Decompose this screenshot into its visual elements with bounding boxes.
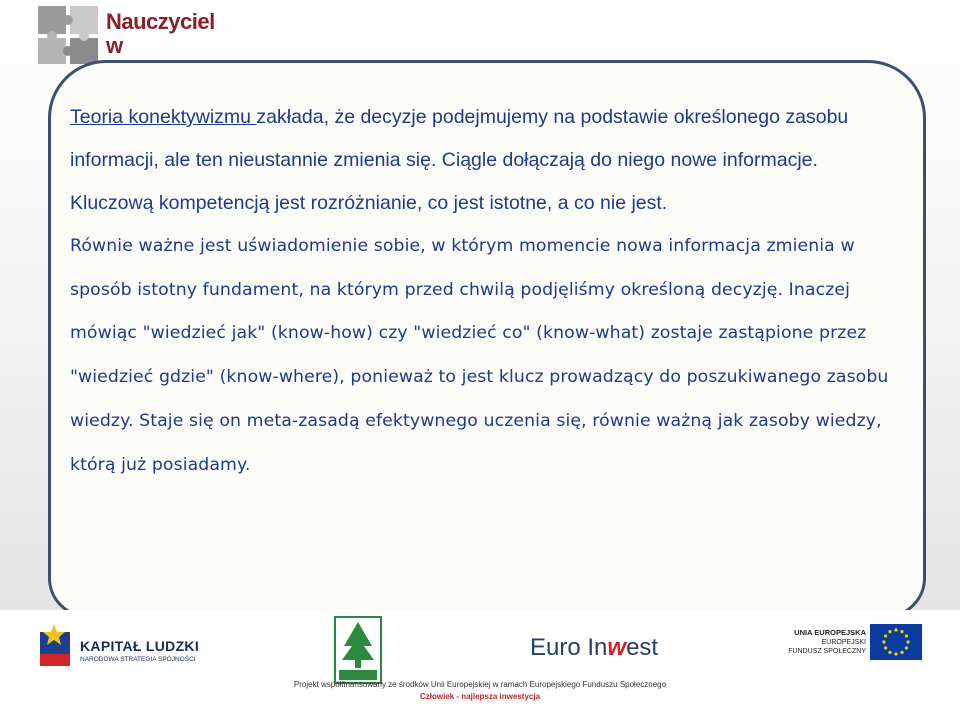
eu-line-1: UNIA EUROPEJSKA bbox=[794, 628, 866, 637]
paragraph-1-text: zakłada, że decyzje podejmujemy na podstawie określonego zasobu informacji, ale ten nieustannie zmienia się. Ciągle dołączają do niego nowe informacje. Kluczową kompetencją jest rozróżnianie, co jest istotne, a co nie jest. bbox=[70, 106, 849, 214]
underlined-term: Teoria konektywizmu bbox=[70, 106, 257, 128]
eu-flag-icon bbox=[870, 624, 922, 660]
paragraph-2: Równie ważne jest uświadomienie sobie, w którym momencie nowa informacja zmienia w sposób istotny fundament, na którym przed chwilą podjęliśmy określoną decyzję. Inaczej mówiąc "wiedzieć jak" (know-how) czy "wiedzieć co" (know-what) zostaje zastąpione przez "wiedzieć gdzie" (know-where), ponieważ to jest klucz prowadzący do poszukiwanego zasobu wiedzy. Staje się on meta-zasadą efektywnego uczenia się, równie ważną jak zasoby wiedzy, którą już posiadamy. bbox=[70, 236, 889, 475]
eu-line-3: FUNDUSZ SPOŁECZNY bbox=[788, 648, 866, 655]
kapital-title: KAPITAŁ LUDZKI bbox=[80, 638, 200, 654]
eu-logo bbox=[762, 624, 932, 676]
slogan: Człowiek - najlepsza inwestycja bbox=[419, 692, 541, 701]
euro-invest-accent: w bbox=[607, 634, 627, 661]
eu-line-2: EUROPEJSKI bbox=[821, 639, 866, 646]
puzzle-logo-icon bbox=[36, 4, 100, 66]
agency-logo-icon bbox=[334, 616, 382, 684]
text-block bbox=[70, 96, 900, 487]
cofinancing-note: Projekt współfinansowany ze środków Unii Europejskiej w ramach Europejskiego Funduszu Społecznego bbox=[293, 680, 667, 689]
kapital-subtitle: NARODOWA STRATEGIA SPÓJNOŚCI bbox=[80, 656, 196, 663]
star-flag-icon bbox=[38, 624, 74, 670]
kapital-ludzki-logo bbox=[38, 618, 208, 678]
paragraph-1 bbox=[70, 96, 900, 225]
euro-invest-logo bbox=[530, 634, 658, 662]
euro-invest-text-2: est bbox=[626, 634, 659, 661]
eu-logo-text bbox=[788, 628, 866, 656]
logo-line-1: Nauczyciel bbox=[106, 9, 215, 34]
footer bbox=[0, 610, 960, 710]
euro-invest-text-1: Euro In bbox=[530, 634, 608, 661]
header-logo bbox=[36, 4, 286, 66]
logo-line-2: w bbox=[106, 33, 123, 58]
